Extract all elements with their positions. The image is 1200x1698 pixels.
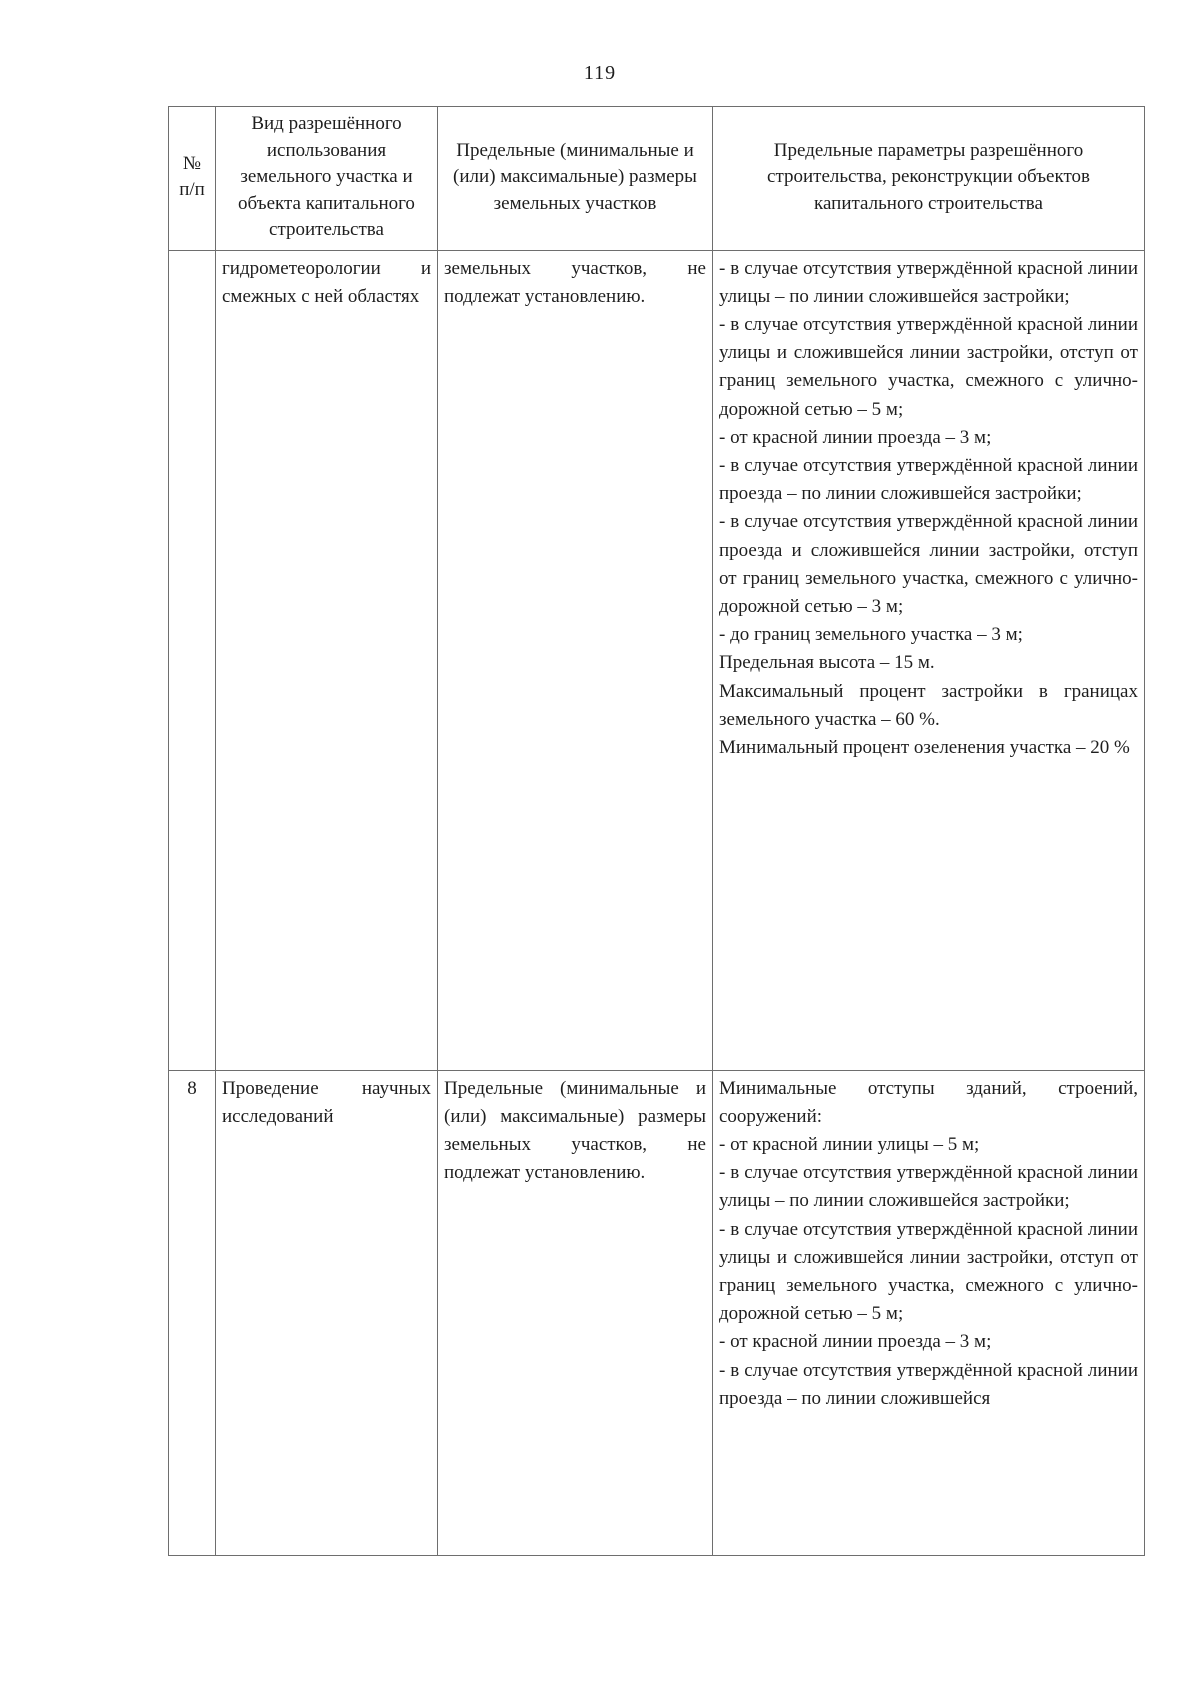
param-item: - от красной линии проезда – 3 м; (719, 1331, 992, 1353)
param-item: - в случае отсутствия утверждённой красной линии улицы и сложившейся линии застройки, отступ от границ земельного участка, смежного с улично-дорожной сетью – 5 м; (719, 313, 1138, 420)
row-build-params (713, 1070, 1145, 1555)
row-plot-size: Предельные (минимальные и (или) максимальные) размеры земельных участков, не подлежат установлению. (438, 1070, 713, 1555)
table-header-row (169, 107, 1145, 251)
param-item: Предельная высота – 15 м. (719, 652, 935, 674)
param-item: Максимальный процент застройки в границах земельного участка – 60 %. (719, 680, 1138, 730)
page-number: 119 (583, 62, 617, 84)
param-item: - в случае отсутствия утверждённой красной линии улицы – по линии сложившейся застройки; (719, 257, 1138, 307)
regulations-table (168, 106, 1145, 1556)
param-item: - в случае отсутствия утверждённой красной линии проезда – по линии сложившейся (719, 1359, 1138, 1409)
param-item: Минимальные отступы зданий, строений, сооружений: (719, 1077, 1138, 1127)
param-item: - в случае отсутствия утверждённой красной линии проезда – по линии сложившейся застройки; (719, 454, 1138, 505)
row-num (169, 250, 216, 1070)
header-build-params: Предельные параметры разрешённого строительства, реконструкции объектов капитального строительства (713, 107, 1145, 251)
param-item: - в случае отсутствия утверждённой красной линии улицы и сложившейся линии застройки, отступ от границ земельного участка, смежного с улично-дорожной сетью – 5 м; (719, 1218, 1138, 1325)
header-use-type: Вид разрешённого использования земельного участка и объекта капитального строительства (216, 107, 438, 251)
row-plot-size: земельных участков, не подлежат установлению. (438, 250, 713, 1070)
header-num: № п/п (169, 107, 216, 251)
row-num: 8 (169, 1070, 216, 1555)
param-item: Минимальный процент озеленения участка – 20 % (719, 736, 1130, 758)
row-use-type: гидрометеорологии и смежных с ней областях (216, 250, 438, 1070)
row-use-type: Проведение научных исследований (216, 1070, 438, 1555)
header-plot-size: Предельные (минимальные и (или) максимальные) размеры земельных участков (438, 107, 713, 251)
param-item: - от красной линии проезда – 3 м; (719, 426, 992, 448)
param-item: - до границ земельного участка – 3 м; (719, 624, 1023, 646)
param-item: - в случае отсутствия утверждённой красной линии проезда и сложившейся линии застройки, отступ от границ земельного участка, смежного с улично-дорожной сетью – 3 м; (719, 511, 1138, 617)
param-item: - от красной линии улицы – 5 м; (719, 1133, 980, 1155)
table-row (169, 1070, 1145, 1555)
param-item: - в случае отсутствия утверждённой красной линии улицы – по линии сложившейся застройки; (719, 1162, 1138, 1212)
table-row (169, 250, 1145, 1070)
row-build-params (713, 250, 1145, 1070)
